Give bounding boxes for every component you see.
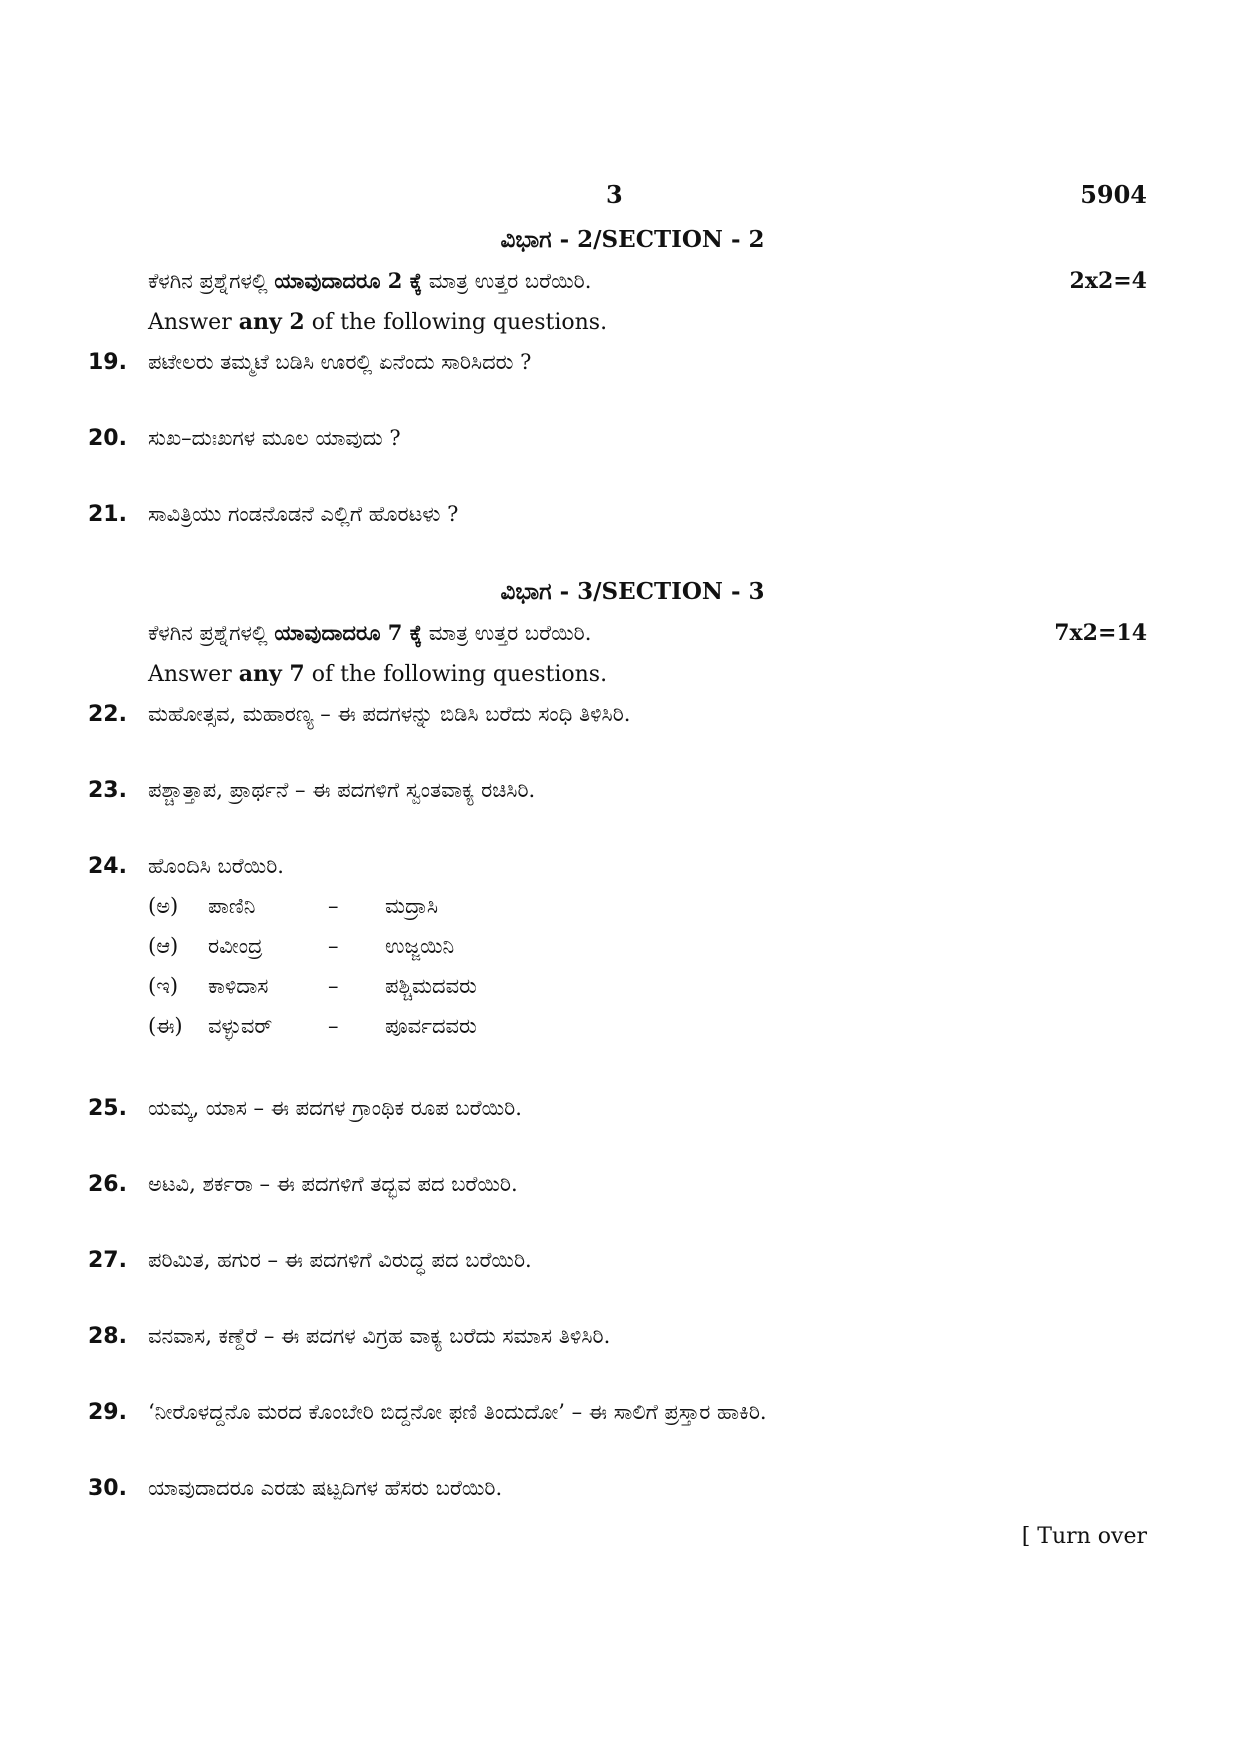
section-3-instruction-en: Answer any 7 of the following questions.	[148, 661, 608, 687]
match-row: (ಅ) ಪಾಣಿನಿ – ಮದ್ರಾಸಿ	[148, 894, 439, 918]
question-29: 29. ‘ನೀರೊಳದ್ದನೊ ಮರದ ಕೊಂಬೇರಿ ಬಿದ್ದನೋ ಫಣಿ ತಿಂದುದೋ’ – ಈ ಸಾಲಿಗೆ ಪ್ರಸ್ತಾರ ಹಾಕಿರಿ.	[88, 1400, 767, 1425]
question-21: 21. ಸಾವಿತ್ರಿಯು ಗಂಡನೊಡನೆ ಎಲ್ಲಿಗೆ ಹೊರಟಳು ?	[88, 502, 459, 527]
section-3-title: ವಿಭಾಗ - 3/SECTION - 3	[500, 578, 765, 605]
question-27: 27. ಪರಿಮಿತ, ಹಗುರ – ಈ ಪದಗಳಿಗೆ ವಿರುದ್ಧ ಪದ ಬರೆಯಿರಿ.	[88, 1248, 532, 1273]
match-row: (ಆ) ರವೀಂದ್ರ – ಉಜ್ಜಯಿನಿ	[148, 934, 455, 958]
section-3-marks: 7x2=14	[1054, 620, 1147, 646]
question-22: 22. ಮಹೋತ್ಸವ, ಮಹಾರಣ್ಯ – ಈ ಪದಗಳನ್ನು ಬಿಡಿಸಿ ಬರೆದು ಸಂಧಿ ತಿಳಿಸಿರಿ.	[88, 702, 631, 727]
match-row: (ಈ) ವಳ್ಳುವರ್ – ಪೂರ್ವದವರು	[148, 1014, 477, 1038]
page-number: 3	[606, 180, 623, 209]
question-23: 23. ಪಶ್ಚಾತ್ತಾಪ, ಪ್ರಾರ್ಥನೆ – ಈ ಪದಗಳಿಗೆ ಸ್ವಂತವಾಕ್ಯ ರಚಿಸಿರಿ.	[88, 778, 536, 803]
section-2-title: ವಿಭಾಗ - 2/SECTION - 2	[500, 226, 765, 253]
section-2-instruction-en: Answer any 2 of the following questions.	[148, 309, 608, 335]
match-row: (ಇ) ಕಾಳಿದಾಸ – ಪಶ್ಚಿಮದವರು	[148, 974, 477, 998]
section-3-instruction: ಕೆಳಗಿನ ಪ್ರಶ್ನೆಗಳಲ್ಲಿ ಯಾವುದಾದರೂ 7 ಕ್ಕೆ ಮಾತ್ರ ಉತ್ತರ ಬರೆಯಿರಿ.	[148, 620, 592, 645]
section-2-instruction: ಕೆಳಗಿನ ಪ್ರಶ್ನೆಗಳಲ್ಲಿ ಯಾವುದಾದರೂ 2 ಕ್ಕೆ ಮಾತ್ರ ಉತ್ತರ ಬರೆಯಿರಿ.	[148, 268, 592, 293]
question-20: 20. ಸುಖ–ದುಃಖಗಳ ಮೂಲ ಯಾವುದು ?	[88, 426, 401, 451]
section-2-marks: 2x2=4	[1069, 268, 1147, 294]
question-19: 19. ಪಟೇಲರು ತಮ್ಮಟೆ ಬಡಿಸಿ ಊರಲ್ಲಿ ಏನೆಂದು ಸಾರಿಸಿದರು ?	[88, 350, 532, 375]
question-24: 24. ಹೊಂದಿಸಿ ಬರೆಯಿರಿ.	[88, 854, 284, 879]
question-26: 26. ಅಟವಿ, ಶರ್ಕರಾ – ಈ ಪದಗಳಿಗೆ ತದ್ಭವ ಪದ ಬರೆಯಿರಿ.	[88, 1172, 518, 1197]
question-25: 25. ಯಮ್ಕ, ಯಾಸ – ಈ ಪದಗಳ ಗ್ರಾಂಥಿಕ ರೂಪ ಬರೆಯಿರಿ.	[88, 1096, 522, 1121]
question-28: 28. ವನವಾಸ, ಕಣ್ದೆರೆ – ಈ ಪದಗಳ ವಿಗ್ರಹ ವಾಕ್ಯ ಬರೆದು ಸಮಾಸ ತಿಳಿಸಿರಿ.	[88, 1324, 611, 1349]
turn-over-note: [ Turn over	[1021, 1524, 1147, 1549]
paper-code: 5904	[1080, 180, 1147, 209]
question-30: 30. ಯಾವುದಾದರೂ ಎರಡು ಷಟ್ಪದಿಗಳ ಹೆಸರು ಬರೆಯಿರಿ.	[88, 1476, 503, 1501]
